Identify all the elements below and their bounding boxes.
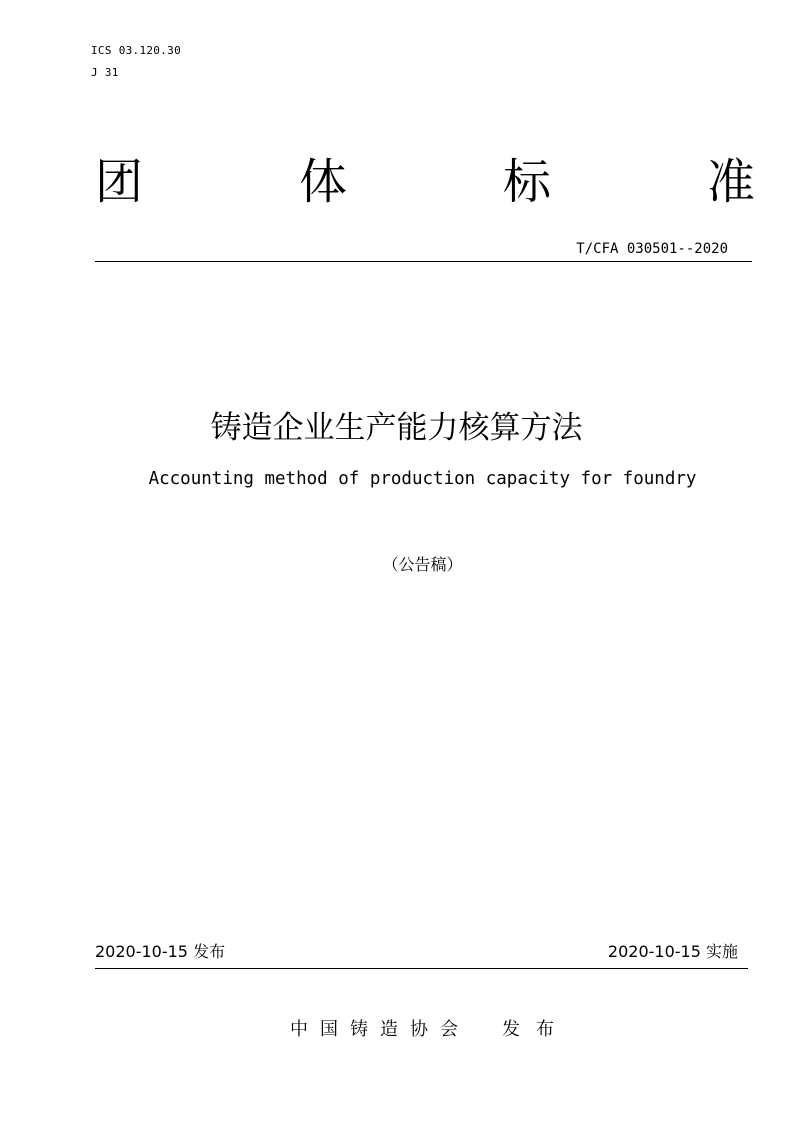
publisher-name: 中国铸造协会 [290, 1019, 470, 1040]
classification-code: J 31 [91, 66, 119, 79]
title-chinese: 铸造企业生产能力核算方法 [210, 410, 583, 446]
ics-code: ICS 03.120.30 [91, 44, 181, 57]
bottom-divider [95, 968, 748, 969]
publisher-action: 发布 [502, 1019, 570, 1040]
standard-type-char: 标 [502, 154, 551, 210]
standard-type-char: 准 [706, 154, 755, 210]
implementation-date: 2020-10-15 实施 [607, 942, 738, 961]
title-english: Accounting method of production capacity for foundry [148, 469, 697, 489]
issue-date: 2020-10-15 发布 [95, 942, 226, 961]
standard-number: T/CFA 030501--2020 [576, 241, 728, 257]
standard-type-heading [95, 150, 755, 214]
draft-stage-label: （公告稿） [382, 555, 463, 574]
top-divider [95, 261, 752, 262]
standard-type-char: 体 [298, 154, 347, 210]
standard-type-char: 团 [95, 154, 144, 210]
